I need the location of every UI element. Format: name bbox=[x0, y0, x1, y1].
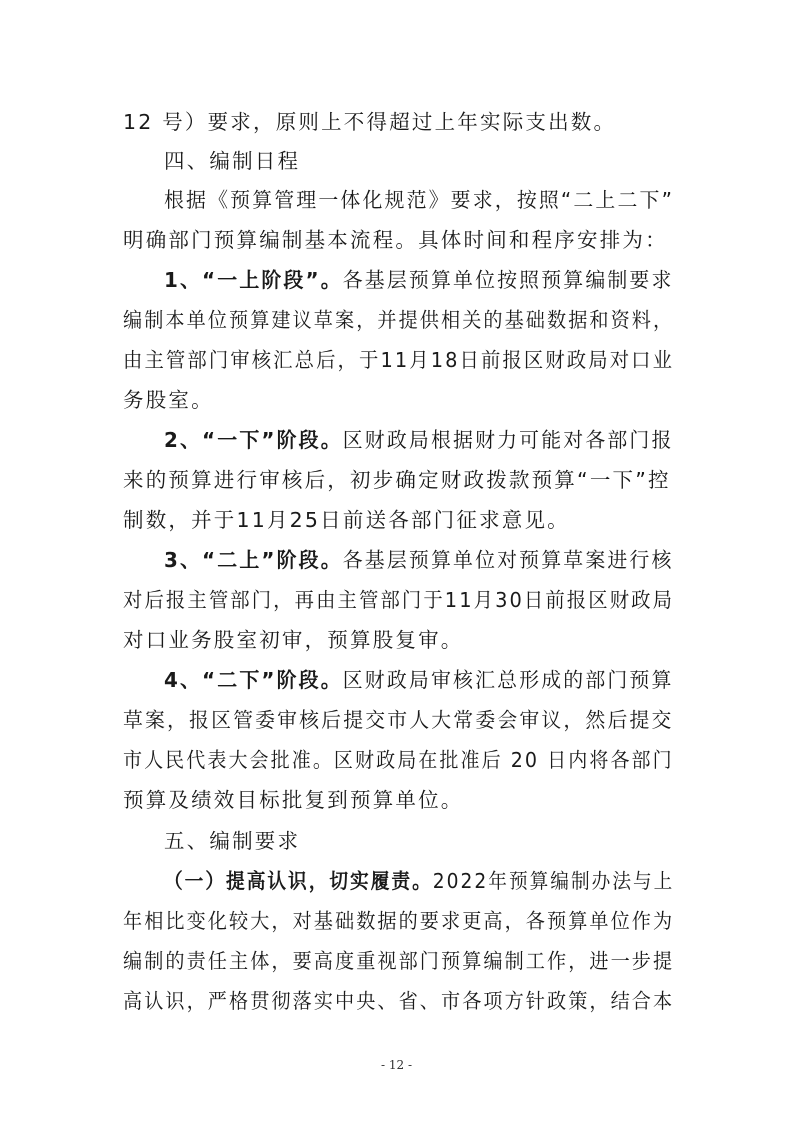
line-text: 明确部门预算编制基本流程。具体时间和程序安排为： bbox=[123, 228, 668, 252]
line-text: 区财政局根据财力可能对各部门报 bbox=[342, 428, 674, 452]
paragraph-line bbox=[123, 909, 674, 933]
paragraph-line bbox=[123, 308, 674, 332]
line-text: 年相比变化较大，对基础数据的要求更高，各预算单位作为 bbox=[123, 909, 675, 933]
line-text: 12 号）要求，原则上不得超过上年实际支出数。 bbox=[123, 110, 617, 134]
paragraph-line bbox=[123, 110, 616, 134]
paragraph-line bbox=[123, 628, 464, 652]
paragraph-line bbox=[123, 949, 674, 973]
line-text: 对口业务股室初审，预算股复审。 bbox=[123, 628, 464, 652]
line-text: 来的预算进行审核后，初步确定财政拨款预算“一下”控 bbox=[123, 468, 671, 492]
paragraph-line bbox=[123, 388, 214, 412]
paragraph-line bbox=[123, 468, 671, 492]
line-text: 市人民代表大会批准。区财政局在批准后 20 日内将各部门 bbox=[123, 748, 674, 772]
bold-lead: 2、“一下”阶段。 bbox=[164, 428, 343, 452]
line-text: 各基层预算单位按照预算编制要求 bbox=[342, 268, 674, 292]
bold-lead: 3、“二上”阶段。 bbox=[164, 548, 343, 572]
paragraph-line bbox=[164, 268, 674, 292]
paragraph-line bbox=[123, 228, 668, 252]
bold-lead: 1、“一上阶段”。 bbox=[164, 268, 343, 292]
paragraph-line bbox=[123, 348, 674, 372]
line-text: 预算及绩效目标批复到预算单位。 bbox=[123, 788, 464, 812]
line-text: 四、编制日程 bbox=[164, 149, 301, 173]
paragraph-line bbox=[123, 748, 674, 772]
paragraph-line bbox=[123, 588, 674, 612]
line-text: 编制的责任主体，要高度重视部门预算编制工作，进一步提 bbox=[123, 949, 675, 973]
line-text: 对后报主管部门，再由主管部门于11月30日前报区财政局 bbox=[123, 588, 675, 612]
paragraph-line bbox=[123, 788, 464, 812]
line-text: 根据《预算管理一体化规范》要求，按照“二上二下” bbox=[164, 188, 675, 212]
paragraph-line bbox=[164, 869, 674, 893]
section-heading bbox=[164, 829, 300, 853]
line-text: 制数，并于11月25日前送各部门征求意见。 bbox=[123, 508, 570, 532]
line-text: 由主管部门审核汇总后，于11月18日前报区财政局对口业 bbox=[123, 348, 675, 372]
line-text: 2022年预算编制办法与上 bbox=[432, 869, 675, 893]
line-text: 区财政局审核汇总形成的部门预算 bbox=[342, 668, 674, 692]
paragraph-line bbox=[164, 188, 674, 212]
bold-lead: 4、“二下”阶段。 bbox=[164, 668, 343, 692]
paragraph-line bbox=[123, 508, 570, 532]
paragraph-line bbox=[164, 548, 674, 572]
paragraph-line bbox=[164, 428, 674, 452]
line-text: 务股室。 bbox=[123, 388, 214, 412]
line-text: 各基层预算单位对预算草案进行核 bbox=[342, 548, 674, 572]
paragraph-line bbox=[123, 708, 674, 732]
section-heading bbox=[164, 149, 300, 173]
line-text: 高认识，严格贯彻落实中央、省、市各项方针政策，结合本 bbox=[123, 989, 675, 1013]
line-text: 五、编制要求 bbox=[164, 829, 301, 853]
page-number: - 12 - bbox=[380, 1058, 412, 1072]
paragraph-line bbox=[123, 989, 674, 1013]
paragraph-line bbox=[164, 668, 674, 692]
bold-lead: （一）提高认识，切实履责。 bbox=[164, 869, 433, 893]
line-text: 编制本单位预算建议草案，并提供相关的基础数据和资料， bbox=[123, 308, 675, 332]
line-text: 草案，报区管委审核后提交市人大常委会审议，然后提交 bbox=[123, 708, 674, 732]
